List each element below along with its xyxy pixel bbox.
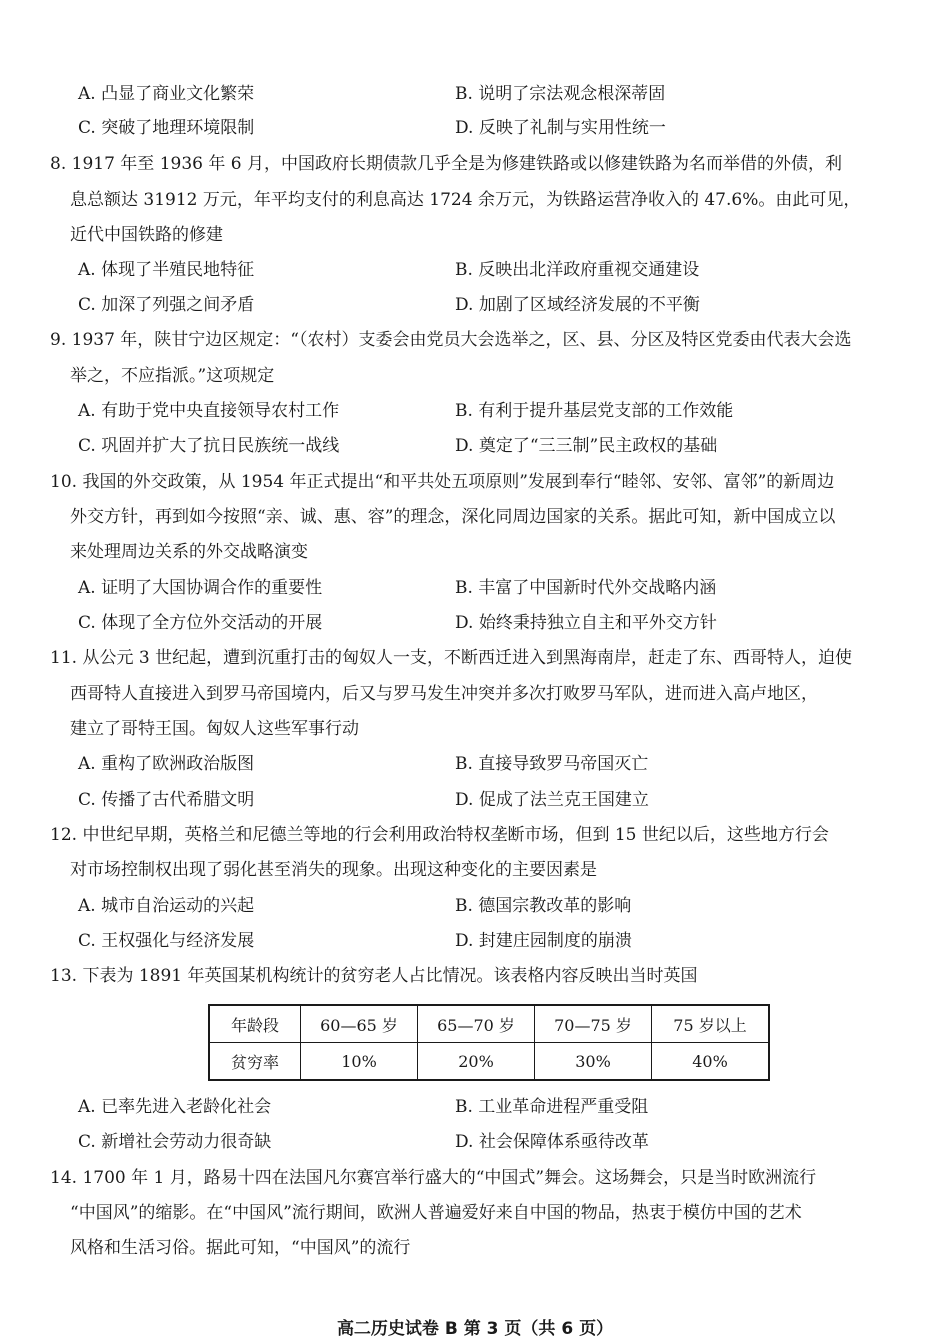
q12-option-c[interactable]: C. 王权强化与经济发展 [78,931,255,951]
page-footer: 高二历史试卷 B 第 3 页（共 6 页） [336,1319,614,1339]
q9-stem-line-2: 举之，不应指派。”这项规定 [70,366,275,386]
q10-option-c[interactable]: C. 体现了全方位外交活动的开展 [78,613,323,633]
q10-option-d[interactable]: D. 始终秉持独立自主和平外交方针 [455,613,717,633]
q9-option-b[interactable]: B. 有利于提升基层党支部的工作效能 [455,401,734,421]
q10-stem-line-2: 外交方针，再到如今按照“亲、诚、惠、容”的理念，深化同周边国家的关系。据此可知，新中国成立以 [70,507,836,527]
q11-stem-line-2: 西哥特人直接进入到罗马帝国境内，后又与罗马发生冲突并多次打败罗马军队，进而进入高卢地区， [70,684,818,704]
q13-stem-line-1: 13. 下表为 1891 年英国某机构统计的贫穷老人占比情况。该表格内容反映出当时英国 [50,966,698,986]
q8-option-b[interactable]: B. 反映出北洋政府重视交通建设 [455,260,700,280]
q14-stem-line-1: 14. 1700 年 1 月，路易十四在法国凡尔赛宫举行盛大的“中国式”舞会。这场舞会，只是当时欧洲流行 [50,1168,817,1188]
table-cell: 贫穷率 [209,1043,301,1081]
q13-option-d[interactable]: D. 社会保障体系亟待改革 [455,1132,649,1152]
q12-option-d[interactable]: D. 封建庄园制度的崩溃 [455,931,632,951]
q9-stem-line-1: 9. 1937 年，陕甘宁边区规定：“（农村）支委会由党员大会选举之，区、县、分区及特区党委由代表大会选 [50,330,852,350]
q7-option-d[interactable]: D. 反映了礼制与实用性统一 [455,118,666,138]
q10-stem-line-3: 来处理周边关系的外交战略演变 [70,542,308,562]
table-cell: 10% [301,1043,418,1081]
table-cell: 70—75 岁 [535,1005,652,1043]
table-cell: 年龄段 [209,1005,301,1043]
q13-option-b[interactable]: B. 工业革命进程严重受阻 [455,1097,649,1117]
q12-stem-line-1: 12. 中世纪早期，英格兰和尼德兰等地的行会利用政治特权垄断市场，但到 15 世纪以后，这些地方行会 [50,825,829,845]
q11-option-b[interactable]: B. 直接导致罗马帝国灭亡 [455,754,649,774]
q7-option-a[interactable]: A. 凸显了商业文化繁荣 [78,84,255,104]
q14-stem-line-2: “中国风”的缩影。在“中国风”流行期间，欧洲人普遍爱好来自中国的物品，热衷于模仿中国的艺术 [70,1203,802,1223]
q8-stem-line-2: 息总额达 31912 万元，年平均支付的利息高达 1724 余万元，为铁路运营净收入的 47.6%。由此可见， [70,190,861,210]
q12-option-b[interactable]: B. 德国宗教改革的影响 [455,896,632,916]
table-cell: 40% [652,1043,770,1081]
q13-option-c[interactable]: C. 新增社会劳动力很奇缺 [78,1132,272,1152]
q12-stem-line-2: 对市场控制权出现了弱化甚至消失的现象。出现这种变化的主要因素是 [70,860,597,880]
table-row [209,1043,769,1081]
q9-option-c[interactable]: C. 巩固并扩大了抗日民族统一战线 [78,436,340,456]
q8-option-a[interactable]: A. 体现了半殖民地特征 [78,260,255,280]
q10-stem-line-1: 10. 我国的外交政策，从 1954 年正式提出“和平共处五项原则”发展到奉行“睦邻、安邻、富邻”的新周边 [50,472,835,492]
q11-option-d[interactable]: D. 促成了法兰克王国建立 [455,790,649,810]
q9-option-d[interactable]: D. 奠定了“三三制”民主政权的基础 [455,436,718,456]
q8-option-c[interactable]: C. 加深了列强之间矛盾 [78,295,255,315]
q9-option-a[interactable]: A. 有助于党中央直接领导农村工作 [78,401,340,421]
table-cell: 75 岁以上 [652,1005,770,1043]
q8-stem-line-1: 8. 1917 年至 1936 年 6 月，中国政府长期债款几乎全是为修建铁路或以修建铁路为名而举借的外债，利 [50,154,842,174]
table-cell: 65—70 岁 [418,1005,535,1043]
q7-option-b[interactable]: B. 说明了宗法观念根深蒂固 [455,84,666,104]
q10-option-b[interactable]: B. 丰富了中国新时代外交战略内涵 [455,578,717,598]
q8-option-d[interactable]: D. 加剧了区域经济发展的不平衡 [455,295,700,315]
q11-option-c[interactable]: C. 传播了古代希腊文明 [78,790,255,810]
q13-option-a[interactable]: A. 已率先进入老龄化社会 [78,1097,272,1117]
q11-option-a[interactable]: A. 重构了欧洲政治版图 [78,754,255,774]
poverty-rate-table [208,1004,770,1081]
q10-option-a[interactable]: A. 证明了大国协调合作的重要性 [78,578,323,598]
q14-stem-line-3: 风格和生活习俗。据此可知，“中国风”的流行 [70,1238,411,1258]
q7-option-c[interactable]: C. 突破了地理环境限制 [78,118,255,138]
q11-stem-line-1: 11. 从公元 3 世纪起，遭到沉重打击的匈奴人一支，不断西迁进入到黑海南岸，赶走了东、西哥特人，迫使 [50,648,853,668]
q8-stem-line-3: 近代中国铁路的修建 [70,225,223,245]
table-header-row [209,1005,769,1043]
table-cell: 20% [418,1043,535,1081]
q12-option-a[interactable]: A. 城市自治运动的兴起 [78,896,255,916]
table-cell: 30% [535,1043,652,1081]
q11-stem-line-3: 建立了哥特王国。匈奴人这些军事行动 [70,719,359,739]
table-cell: 60—65 岁 [301,1005,418,1043]
